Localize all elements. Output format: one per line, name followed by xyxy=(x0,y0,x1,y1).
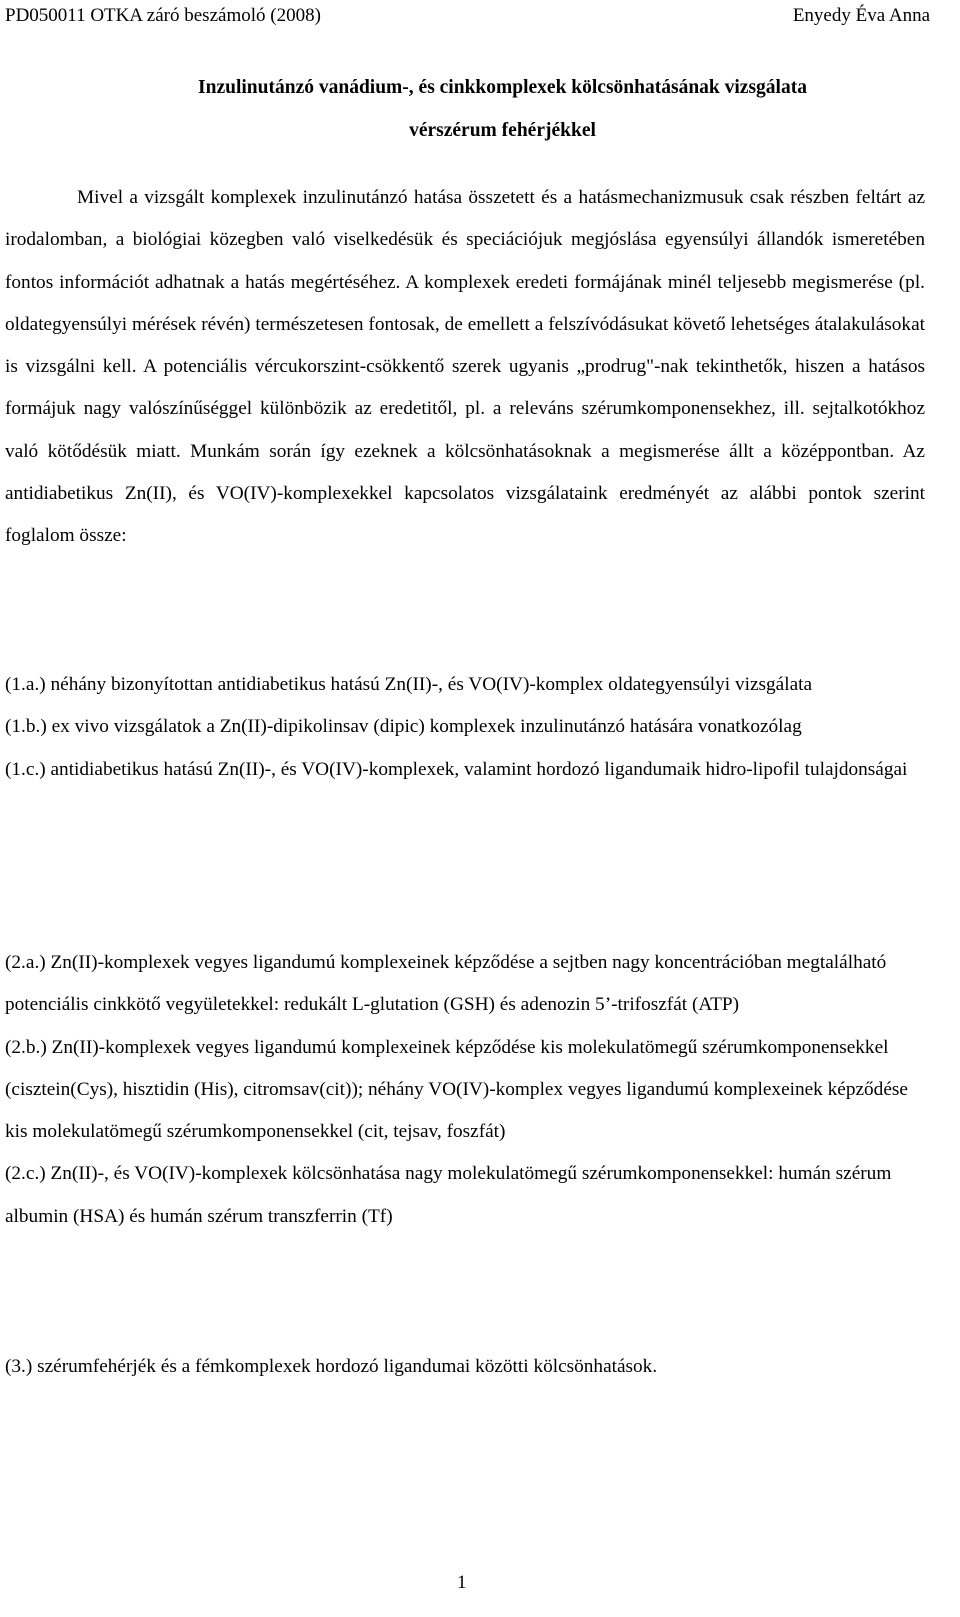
item-2c: (2.c.) Zn(II)-, és VO(IV)-komplexek kölcsönhatása nagy molekulatömegű szérumkomponensekkel: humán szérum albumin (HSA) és humán szérum transzferrin (Tf) xyxy=(5,1163,892,1227)
page-header xyxy=(5,5,930,31)
item-3: (3.) szérumfehérjék és a fémkomplexek hordozó ligandumai közötti kölcsönhatások. xyxy=(5,1356,658,1377)
document-title-line1: Inzulinutánzó vanádium-, és cinkkomplexek kölcsönhatásának vizsgálata xyxy=(198,77,807,98)
document-title-line2: vérszérum fehérjékkel xyxy=(409,120,596,141)
item-1b: (1.b.) ex vivo vizsgálatok a Zn(II)-dipikolinsav (dipic) komplexek inzulinutánzó hatására vonatkozólag xyxy=(5,716,802,738)
item-group-2 xyxy=(5,942,925,1238)
item-2a: (2.a.) Zn(II)-komplexek vegyes ligandumú komplexeinek képződése a sejtben nagy koncentrációban megtalálható potenciális cinkkötő vegyületekkel: redukált L-glutation (GSH) és adenozin 5’-trifoszfát (ATP) xyxy=(5,952,887,1016)
header-project-id: PD050011 OTKA záró beszámoló (2008) xyxy=(5,5,321,26)
item-1a: (1.a.) néhány bizonyítottan antidiabetikus hatású Zn(II)-, és VO(IV)-komplex oldategyensúlyi vizsgálata xyxy=(5,674,813,695)
item-1c: (1.c.) antidiabetikus hatású Zn(II)-, és VO(IV)-komplexek, valamint hordozó ligandumaik hidro-lipofil tulajdonságai xyxy=(5,758,908,780)
item-2b: (2.b.) Zn(II)-komplexek vegyes ligandumú komplexeinek képződése kis molekulatömegű szérumkomponensekkel (cisztein(Cys), hisztidin (His), citromsav(cit)); néhány VO(IV)-komplex vegyes ligandumú komplexeinek képződése kis molekulatömegű szérumkomponensekkel (cit, tejsav, foszfát) xyxy=(5,1036,908,1143)
item-group-1 xyxy=(5,664,925,791)
page-number: 1 xyxy=(457,1572,467,1593)
header-author: Enyedy Éva Anna xyxy=(792,5,930,26)
item-group-3 xyxy=(5,1346,925,1388)
intro-paragraph: Mivel a vizsgált komplexek inzulinutánzó hatása összetett és a hatásmechanizmusuk csak részben feltárt az irodalomban, a biológiai közegben való viselkedésük és speciációjuk megjóslása egyensúlyi állandók ismeretében fontos információt adhatnak a hatás megértéséhez. A komplexek eredeti formájának minél teljesebb megismerése (pl. oldategyensúlyi mérések révén) természetesen fontosak, de emellett a felszívódásukat követő lehetséges átalakulásokat is vizsgálni kell. A potenciális vércukorszint-csökkentő szerek ugyanis „prodrug"-nak tekinthetők, hiszen a hatásos formájuk nagy valószínűséggel különbözik az eredetitől, pl. a releváns szérumkomponensekhez, ill. sejtalkotókhoz való kötődésük miatt. Munkám során így ezeknek a kölcsönhatásoknak a megismerése állt a középpontban. Az antidiabetikus Zn(II), és VO(IV)-komplexekkel kapcsolatos vizsgálataink eredményét az alábbi pontok szerint foglalom össze: xyxy=(5,187,925,547)
